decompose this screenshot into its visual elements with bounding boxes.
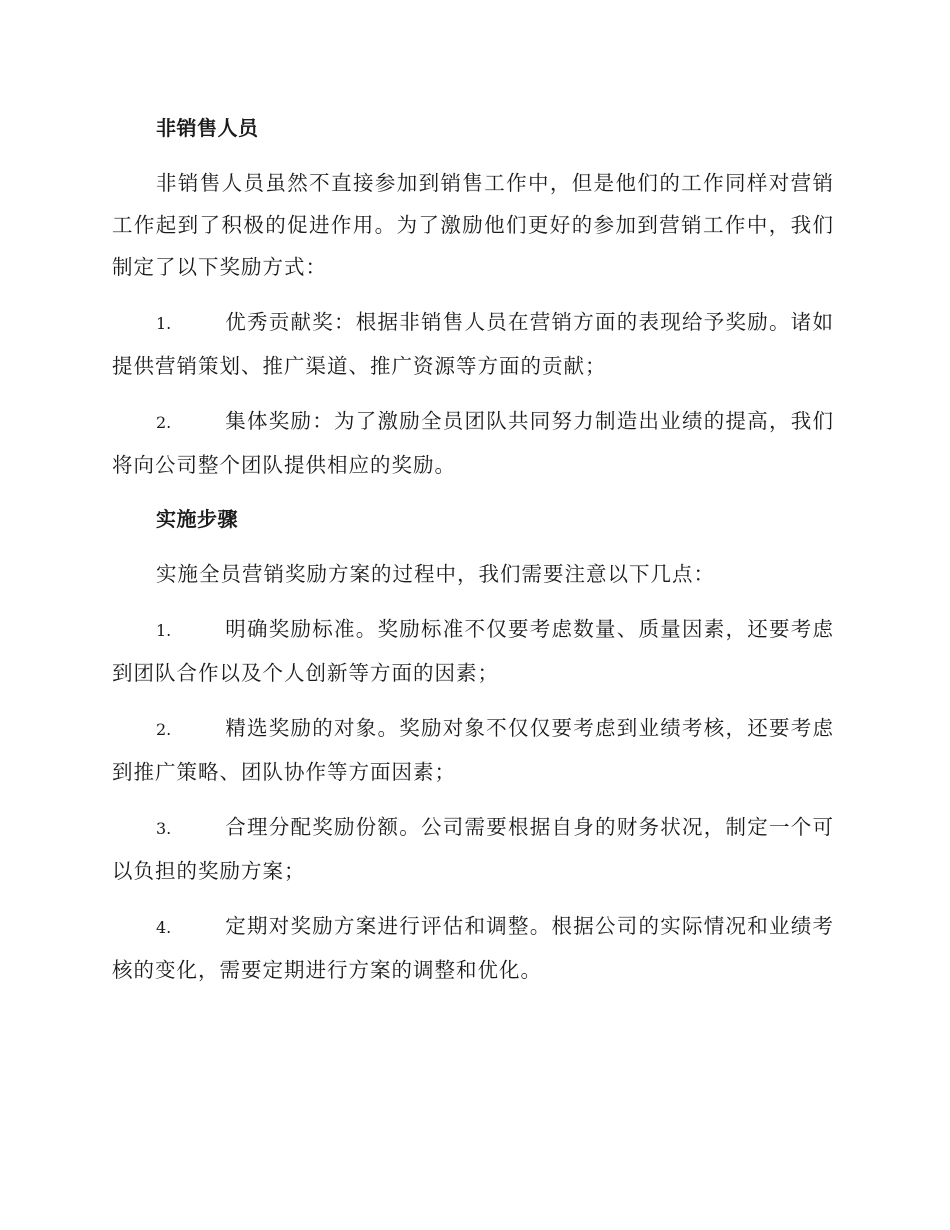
list-item bbox=[112, 400, 834, 486]
document-page bbox=[112, 108, 834, 1004]
list-item bbox=[112, 707, 834, 793]
list-item bbox=[112, 301, 834, 387]
section-intro-implementation: 实施全员营销奖励方案的过程中，我们需要注意以下几点： bbox=[156, 562, 715, 586]
list-item bbox=[112, 905, 834, 991]
list-item-number: 4. bbox=[156, 918, 172, 937]
list-item-text: 精选奖励的对象。奖励对象不仅仅要考虑到业绩考核，还要考虑到推广策略、团队协作等方面因素； bbox=[112, 716, 834, 784]
list-item-number: 1. bbox=[156, 314, 172, 333]
list-item bbox=[112, 608, 834, 694]
section-heading-non-sales: 非销售人员 bbox=[156, 116, 259, 140]
list-item-text: 合理分配奖励份额。公司需要根据自身的财务状况，制定一个可以负担的奖励方案； bbox=[112, 815, 834, 883]
list-item-number: 2. bbox=[156, 720, 172, 739]
section-heading-implementation: 实施步骤 bbox=[156, 507, 238, 531]
list-item-number: 1. bbox=[156, 621, 172, 640]
list-item-number: 3. bbox=[156, 819, 172, 838]
list-item-number: 2. bbox=[156, 413, 172, 432]
list-item-text: 明确奖励标准。奖励标准不仅要考虑数量、质量因素，还要考虑到团队合作以及个人创新等方面的因素； bbox=[112, 617, 834, 685]
list-item-text: 集体奖励：为了激励全员团队共同努力制造出业绩的提高，我们将向公司整个团队提供相应的奖励。 bbox=[112, 409, 834, 477]
list-item-text: 定期对奖励方案进行评估和调整。根据公司的实际情况和业绩考核的变化，需要定期进行方案的调整和优化。 bbox=[112, 914, 834, 982]
section-intro-non-sales: 非销售人员虽然不直接参加到销售工作中，但是他们的工作同样对营销工作起到了积极的促进作用。为了激励他们更好的参加到营销工作中，我们制定了以下奖励方式： bbox=[112, 171, 834, 279]
list-item-text: 优秀贡献奖：根据非销售人员在营销方面的表现给予奖励。诸如提供营销策划、推广渠道、推广资源等方面的贡献； bbox=[112, 310, 834, 378]
list-item bbox=[112, 806, 834, 892]
